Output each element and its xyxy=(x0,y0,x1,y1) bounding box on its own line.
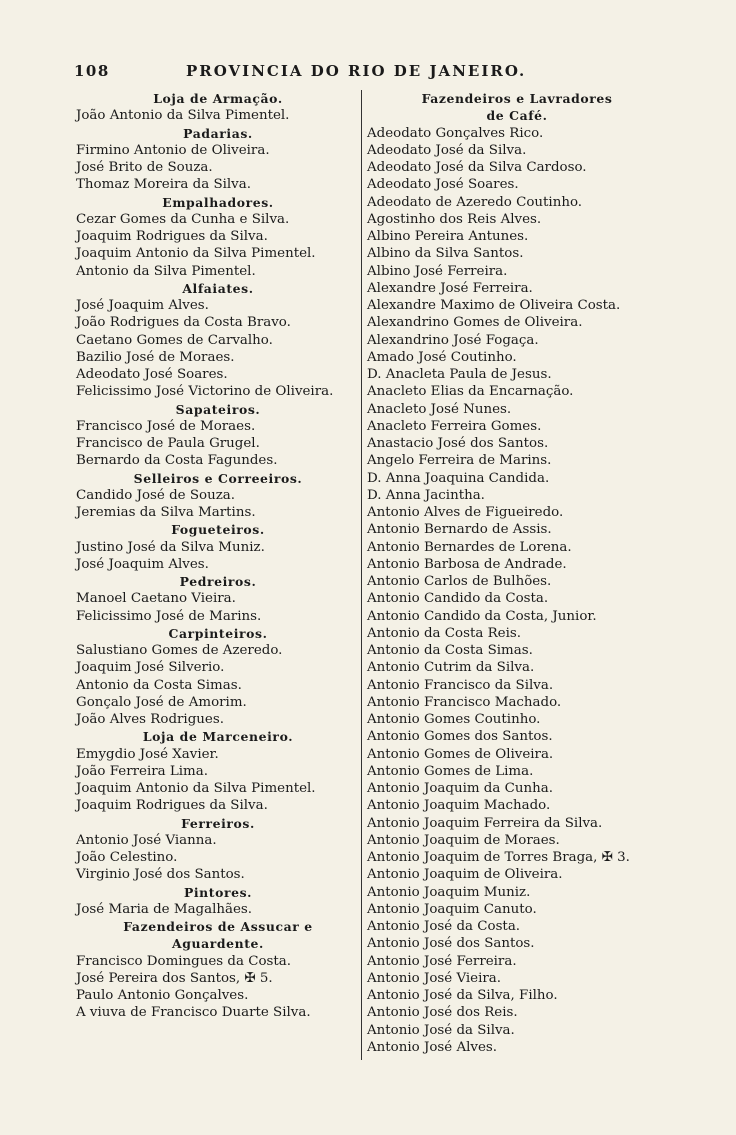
section-heading: Carpinteiros. xyxy=(168,625,268,641)
directory-entry: João Ferreira Lima. xyxy=(76,763,208,779)
section-heading: Padarias. xyxy=(183,125,253,141)
right-column xyxy=(367,90,667,1056)
directory-entry: Anacleto Ferreira Gomes. xyxy=(367,418,542,434)
directory-entry: João Celestino. xyxy=(76,850,178,865)
directory-entry: Joaquim Rodrigues da Silva. xyxy=(76,798,268,814)
directory-entry: Albino da Silva Santos. xyxy=(367,246,524,262)
directory-entry: Albino José Ferreira. xyxy=(367,263,508,279)
directory-entry: Antonio Joaquim de Oliveira. xyxy=(367,867,563,883)
directory-entry: Justino José da Silva Muniz. xyxy=(76,539,265,555)
section-heading-continued: Aguardente. xyxy=(172,936,264,952)
directory-entry: Alexandre José Ferreira. xyxy=(367,280,533,296)
directory-entry: Bernardo da Costa Fagundes. xyxy=(76,453,278,469)
directory-entry: Antonio da Costa Simas. xyxy=(367,643,533,658)
section-heading: Loja de Armação. xyxy=(153,91,283,106)
directory-entry: Antonio José dos Reis. xyxy=(367,1005,518,1021)
section-heading: Fazendeiros e Lavradores xyxy=(421,91,613,106)
directory-entry: Antonio Joaquim de Moraes. xyxy=(367,832,560,848)
section-heading: Ferreiros. xyxy=(181,815,255,831)
directory-entry: Joaquim Antonio da Silva Pimentel. xyxy=(76,246,316,262)
directory-entry: Antonio Francisco Machado. xyxy=(367,694,562,710)
directory-entry: Antonio Gomes dos Santos. xyxy=(367,729,553,745)
directory-entry: Antonio Candido da Costa, Junior. xyxy=(367,608,597,624)
left-column xyxy=(76,90,360,1022)
directory-entry: Francisco Domingues da Costa. xyxy=(76,953,292,969)
directory-entry: Antonio Bernardes de Lorena. xyxy=(367,539,572,555)
directory-entry: Anacleto Elias da Encarnação. xyxy=(367,384,574,400)
directory-entry: Antonio Gomes Coutinho. xyxy=(367,712,541,727)
directory-entry: Antonio José da Costa. xyxy=(367,919,521,934)
directory-entry: Adeodato José da Silva Cardoso. xyxy=(367,160,587,175)
directory-entry: Alexandrino Gomes de Oliveira. xyxy=(367,315,583,331)
section-heading: Pintores. xyxy=(183,884,253,900)
directory-entry: Thomaz Moreira da Silva. xyxy=(76,177,251,193)
directory-entry: Adeodato José Soares. xyxy=(367,177,519,193)
directory-entry: Antonio da Costa Simas. xyxy=(76,677,242,693)
running-title: PROVINCIA DO RIO DE JANEIRO. xyxy=(186,62,527,80)
section-heading: Fazendeiros de Assucar e xyxy=(123,919,313,934)
directory-entry: Gonçalo José de Amorim. xyxy=(76,694,247,710)
directory-entry: Agostinho dos Reis Alves. xyxy=(367,211,542,227)
directory-entry: Salustiano Gomes de Azeredo. xyxy=(76,643,283,658)
directory-entry: Antonio José Vianna. xyxy=(76,832,217,848)
directory-entry: Cezar Gomes da Cunha e Silva. xyxy=(76,211,290,227)
directory-entry: Antonio Cutrim da Silva. xyxy=(367,660,535,676)
directory-entry: Antonio Joaquim Ferreira da Silva. xyxy=(367,815,603,831)
directory-entry: João Alves Rodrigues. xyxy=(76,712,224,727)
directory-entry: Antonio Carlos de Bulhões. xyxy=(367,574,552,589)
directory-entry: D. Anacleta Paula de Jesus. xyxy=(367,367,552,382)
directory-entry: Albino Pereira Antunes. xyxy=(367,229,529,244)
directory-entry: Alexandrino José Fogaça. xyxy=(367,332,539,348)
directory-entry: Antonio José Vieira. xyxy=(367,970,502,986)
directory-entry: João Antonio da Silva Pimentel. xyxy=(76,108,290,124)
directory-entry: Joaquim Antonio da Silva Pimentel. xyxy=(76,781,316,796)
directory-entry: Joaquim Rodrigues da Silva. xyxy=(76,229,268,244)
directory-entry: Antonio José da Silva. xyxy=(367,1022,515,1038)
directory-entry: José Brito de Souza. xyxy=(76,160,213,175)
directory-entry: Joaquim José Silverio. xyxy=(76,660,225,676)
directory-entry: Antonio José Ferreira. xyxy=(367,953,517,969)
directory-entry: Virginio José dos Santos. xyxy=(76,867,245,883)
directory-entry: Antonio Candido da Costa. xyxy=(367,591,549,607)
directory-entry: Antonio Joaquim Muniz. xyxy=(367,884,531,900)
section-heading-continued: de Café. xyxy=(486,108,548,124)
directory-entry: Adeodato de Azeredo Coutinho. xyxy=(367,194,583,210)
directory-entry: Adeodato Gonçalves Rico. xyxy=(367,125,544,141)
section-heading: Selleiros e Correeiros. xyxy=(133,470,303,486)
directory-entry: Francisco de Paula Grugel. xyxy=(76,436,260,451)
directory-entry: Antonio José dos Santos. xyxy=(367,936,535,952)
directory-entry: Jeremias da Silva Martins. xyxy=(76,505,256,520)
section-heading: Alfaiates. xyxy=(182,280,254,296)
section-heading: Pedreiros. xyxy=(179,574,257,589)
directory-entry: D. Anna Jacintha. xyxy=(367,487,485,503)
directory-entry: Antonio Barbosa de Andrade. xyxy=(367,556,567,572)
page-number: 108 xyxy=(74,62,110,80)
directory-entry: Adeodato José da Silva. xyxy=(367,142,527,158)
directory-entry: Antonio José Alves. xyxy=(367,1039,498,1055)
directory-entry: João Rodrigues da Costa Bravo. xyxy=(76,315,291,331)
directory-entry: Antonio Joaquim Machado. xyxy=(367,798,551,814)
directory-entry: Emygdio José Xavier. xyxy=(76,746,219,762)
section-heading: Loja de Marceneiro. xyxy=(142,729,294,745)
directory-entry: Manoel Caetano Vieira. xyxy=(76,591,236,607)
directory-entry: José Joaquim Alves. xyxy=(76,298,209,313)
directory-entry: Adeodato José Soares. xyxy=(76,367,228,382)
directory-entry: Paulo Antonio Gonçalves. xyxy=(76,988,249,1003)
directory-entry: Antonio Alves de Figueiredo. xyxy=(367,505,564,520)
directory-entry: Antonio Gomes de Oliveira. xyxy=(367,746,554,762)
directory-entry: Antonio da Costa Reis. xyxy=(367,625,521,641)
directory-entry: Antonio Joaquim Canuto. xyxy=(367,901,537,917)
directory-entry: Anastacio José dos Santos. xyxy=(367,436,549,451)
directory-entry: Candido José de Souza. xyxy=(76,487,235,503)
directory-entry: Firmino Antonio de Oliveira. xyxy=(76,142,270,158)
directory-entry: Antonio Bernardo de Assis. xyxy=(367,522,552,538)
directory-entry: Antonio da Silva Pimentel. xyxy=(76,263,256,279)
directory-entry: Alexandre Maximo de Oliveira Costa. xyxy=(367,298,621,313)
directory-entry: A viuva de Francisco Duarte Silva. xyxy=(76,1005,311,1021)
directory-entry: Felicissimo José Victorino de Oliveira. xyxy=(76,384,334,400)
directory-entry: Felicissimo José de Marins. xyxy=(76,608,262,624)
directory-entry: Francisco José de Moraes. xyxy=(76,418,256,434)
directory-entry: José Joaquim Alves. xyxy=(76,556,209,572)
directory-entry: Antonio Joaquim de Torres Braga, ✠ 3. xyxy=(367,850,630,865)
directory-entry: José Maria de Magalhães. xyxy=(76,901,253,917)
directory-entry: Antonio Joaquim da Cunha. xyxy=(367,781,553,796)
directory-entry: Angelo Ferreira de Marins. xyxy=(367,453,552,469)
directory-entry: Bazilio José de Moraes. xyxy=(76,349,235,365)
column-divider xyxy=(361,90,362,1060)
page-header xyxy=(74,62,558,84)
directory-entry: Antonio Gomes de Lima. xyxy=(367,763,534,779)
section-heading: Empalhadores. xyxy=(162,194,274,210)
section-heading: Sapateiros. xyxy=(175,401,261,417)
directory-entry: Antonio José da Silva, Filho. xyxy=(367,988,558,1003)
directory-entry: Anacleto José Nunes. xyxy=(367,401,512,417)
directory-entry: Amado José Coutinho. xyxy=(367,349,517,365)
directory-entry: D. Anna Joaquina Candida. xyxy=(367,470,550,486)
directory-entry: Antonio Francisco da Silva. xyxy=(367,677,554,693)
section-heading: Fogueteiros. xyxy=(171,522,265,538)
directory-entry: Caetano Gomes de Carvalho. xyxy=(76,332,273,348)
directory-entry: José Pereira dos Santos, ✠ 5. xyxy=(76,970,273,986)
